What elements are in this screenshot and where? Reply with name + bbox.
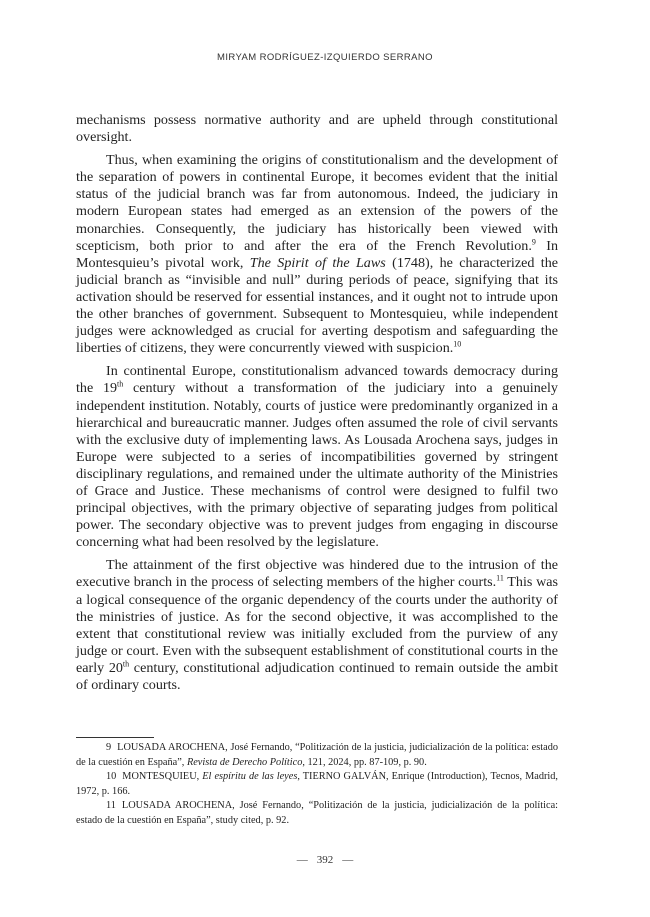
paragraph-separation-of-powers: [76, 152, 558, 357]
footnote-number: 10: [106, 771, 117, 782]
footnote-10: [76, 770, 558, 799]
paragraph-first-objective: [76, 557, 558, 694]
footnote-9: [76, 741, 558, 770]
footnote-ref-10[interactable]: 10: [453, 339, 462, 349]
paragraph-continental-europe: [76, 363, 558, 551]
page-number-footer: [0, 854, 650, 866]
book-title: The Spirit of the Laws: [249, 254, 386, 271]
paragraph-text: century without a transformation of the judiciary into a genuinely independent institution. Notably, courts of justice were predominantly organized in a hierarchical and bureaucratic manner. Judges often assumed the role of civil servants with the exclusive duty of implementing laws. As Lousada Arochena says, judges in Europe were subjected to a series of incompatibilities governed by stringent disciplinary regulations, and remained under the ultimate authority of the Ministries of Grace and Justice. These mechanisms of control were designed to fulfil two principal objectives, with the primary objective of separating judges from political power. The secondary objective was to prevent judges from engaging in discourse concerning what had been resolved by the legislature.: [76, 380, 558, 551]
footnote-ref-11[interactable]: 11: [496, 573, 504, 583]
ordinal-suffix: th: [122, 659, 130, 669]
paragraph-continuation: [76, 112, 558, 146]
footnote-number: 9: [106, 742, 112, 753]
footnote-text: , TIERNO GALVÁN, Enrique (Introduction), Tecnos, Madrid, 1972, p. 166.: [76, 771, 558, 797]
folio-dash: —: [296, 854, 308, 866]
paragraph-text: In continental Europe, constitutionalism advanced towards democracy during the 19: [76, 363, 558, 397]
footnote-text: LOUSADA AROCHENA, José Fernando, “Politización de la justicia, judicialización de la política: estado de la cuestión en España”, study cited, p. 92.: [76, 800, 558, 826]
running-head: MIRYAM RODRÍGUEZ-IZQUIERDO SERRANO: [217, 52, 433, 63]
footnote-text: MONTESQUIEU,: [122, 771, 203, 782]
footnotes: [76, 741, 558, 828]
footnote-ref-9[interactable]: 9: [531, 236, 536, 246]
footnote-divider: [76, 737, 154, 738]
ordinal-suffix: th: [117, 379, 124, 389]
footnote-number: 11: [106, 800, 116, 811]
paragraph-text: century, constitutional adjudication continued to remain outside the ambit of ordinary courts.: [76, 659, 558, 693]
paragraph-text: The attainment of the first objective was hindered due to the intrusion of the executive branch in the process of selecting members of the higher courts.: [76, 557, 558, 591]
page-number: 392: [316, 854, 334, 866]
journal-title: Revista de Derecho Político: [186, 756, 303, 768]
paragraph-text: Thus, when examining the origins of constitutionalism and the development of the separation of powers in continental Europe, it becomes evident that the initial status of the judicial branch was far from autonomous. Indeed, the judiciary in modern European states had emerged as an extension of the powers of the monarchies. Consequently, the judiciary has historically been viewed with scepticism, both prior to and after the era of the French Revolution.: [76, 152, 558, 254]
footnote-11: [76, 799, 558, 828]
book-title: El espíritu de las leyes: [202, 771, 298, 782]
body-text: [76, 112, 558, 700]
paragraph-text: In Montesquieu’s pivotal work,: [76, 237, 558, 271]
footnote-text: LOUSADA AROCHENA, José Fernando, “Politización de la justicia, judicialización de la política: estado de la cuestión en España”,: [76, 742, 558, 768]
paragraph-text: (1748), he characterized the judicial branch as “invisible and null” during periods of peace, signifying that its activation should be reserved for essential instances, and it ought not to intrude upon the other branches of government. Subsequent to Montesquieu, while independent judges were acknowledged as crucial for averting despotism and safeguarding the liberties of citizens, they were concurrently viewed with suspicion.: [76, 254, 559, 357]
paragraph-text: This was a logical consequence of the organic dependency of the courts under the authority of the ministries of justice. As for the second objective, it was accomplished to the extent that constitutional review was initially excluded from the purview of any judge or court. Even with the subsequent establishment of constitutional courts in the early 20: [76, 574, 558, 676]
paragraph-text: mechanisms possess normative authority and are upheld through constitutional oversight.: [76, 112, 558, 146]
folio-dash: —: [342, 854, 354, 866]
footnote-text: , 121, 2024, pp. 87-109, p. 90.: [302, 756, 427, 768]
